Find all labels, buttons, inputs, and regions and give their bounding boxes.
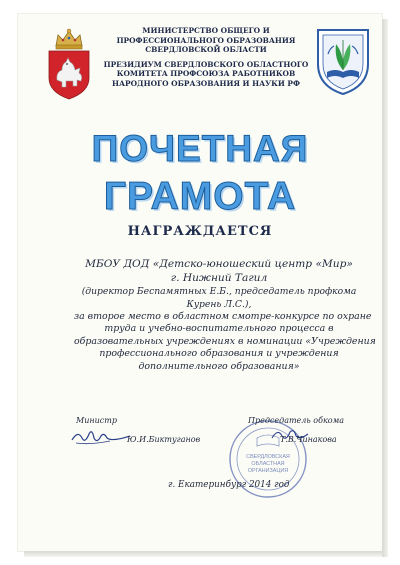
ministry-line-2: ПРОФЕССИОНАЛЬНОГО ОБРАЗОВАНИЯ [116,35,296,45]
svg-text:СВЕРДЛОВСКАЯ: СВЕРДЛОВСКАЯ [246,454,290,460]
svg-text:ОБЛАСТНАЯ: ОБЛАСТНАЯ [251,461,285,467]
minister-label: Министр [76,416,117,425]
minister-name: Ю.И.Биктуганов [127,435,201,444]
award-body [74,257,376,373]
presidium-line-2: КОМИТЕТА ПРОФСОЮЗА РАБОТНИКОВ [116,69,296,79]
issuer-header [100,26,312,89]
reason-line-1: за второе место в областном смотре-конкурсе по охране [74,311,372,322]
place-and-date: г. Екатеринбург 2014 год [168,480,290,490]
chair-label: Председатель обкома [248,416,344,425]
reason-line-2: труда и учебно-воспитательного процесса в [104,323,334,335]
svg-text:ОРГАНИЗАЦИЯ: ОРГАНИЗАЦИЯ [247,468,289,474]
awarded-heading: НАГРАЖДАЕТСЯ [127,224,273,239]
trade-union-logo-icon [314,24,372,96]
presidium-line-1: ПРЕЗИДИУМ СВЕРДЛОВСКОГО ОБЛАСТНОГО [103,59,309,69]
director-line-2: Курень Л.С.), [186,299,252,310]
recipient-name: МБОУ ДОД «Детско-юношеский центр «Мир» [85,258,353,270]
ministry-line-3: СВЕРДЛОВСКОЙ ОБЛАСТИ [145,45,267,55]
recipient-city: г. Нижний Тагил [170,272,268,284]
minister-signature-icon [70,424,132,448]
certificate-title-line-1: ПОЧЕТНАЯ [91,128,309,169]
presidium-line-3: НАРОДНОГО ОБРАЗОВАНИЯ И НАУКИ РФ [112,78,300,88]
reason-line-4: профессионального образования и учреждения [99,348,339,360]
reason-line-5: дополнительного образования» [138,360,300,372]
certificate-title-line-2: ГРАМОТА [103,175,297,218]
reason-line-3: образовательных учреждениях в номинации «Учреждения [74,335,376,347]
sverdlovsk-coat-of-arms-icon [44,26,94,102]
chair-name: Т.В.Чинакова [280,435,337,444]
director-line-1: (директор Беспамятных Е.Б., председатель профкома [81,286,357,297]
ministry-line-1: МИНИСТЕРСТВО ОБЩЕГО И [142,26,270,35]
